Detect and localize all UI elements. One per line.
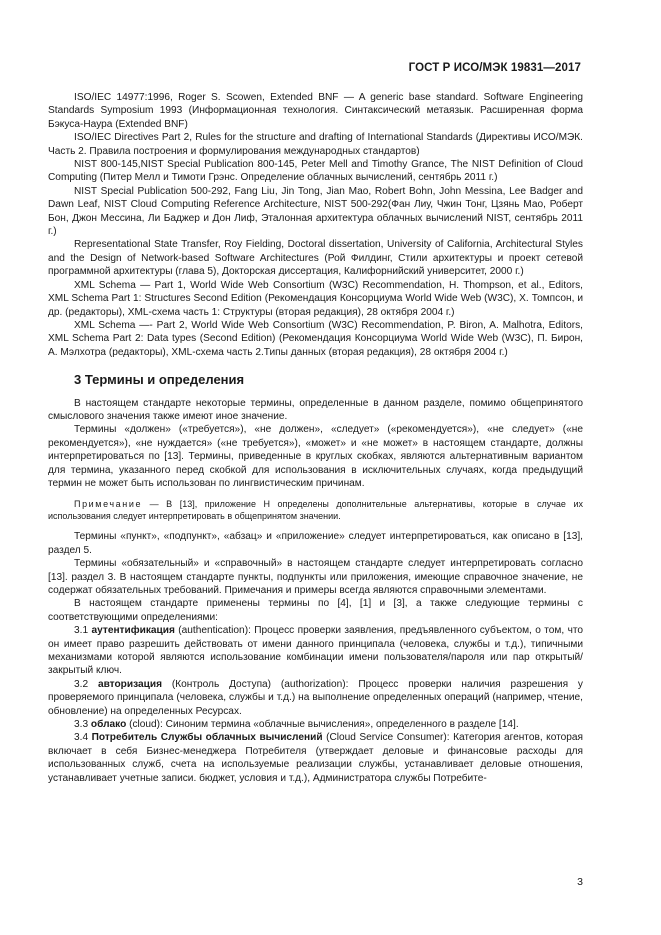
paragraph: В настоящем стандарте применены термины по [4], [1] и [3], а также следующие термины с соответствующими определениями: bbox=[48, 598, 583, 623]
paragraph: Термины «пункт», «подпункт», «абзац» и «приложение» следует интерпретироваться, как описано в [13], раздел 5. bbox=[48, 531, 583, 556]
reference-item: NIST 800-145,NIST Special Publication 800-145, Peter Mell and Timothy Grance, The NIST Definition of Cloud Computing (Питер Мелл и Тимоти Грэнс. Определение облачных вычислений, сентябрь 2011 г.) bbox=[48, 159, 583, 184]
term-text: (Контроль Доступа) (authorization): Процесс проверки наличия разрешения у проверяемого принципала (человека, службы и т.д.) на выполнение определенных операций (например, чтение, обновление) на определенных Ресурсах. bbox=[48, 678, 583, 717]
term-number: 3.1 bbox=[74, 625, 92, 637]
section-heading: 3 Термины и определения bbox=[74, 372, 245, 388]
term-text: (Cloud Service Consumer): Категория агентов, которая включает в себя Бизнес-менеджера Потребителя (утверждает деловые и финансовые расходы для использованных служб, счета на используемые реализации службы, устанавливает деловые отношения, устанавливает учетные записи. бюджет, условия и т.д.), Администратора службы Потребите- bbox=[48, 732, 584, 784]
paragraph: Термины «обязательный» и «справочный» в настоящем стандарте следует интерпретировать согласно [13]. раздел 3. В настоящем стандарте пункты, подпункты или приложения, имеющие справочное значение, не содержат обязательных требований. Примечания и примеры всегда являются справочными элементами. bbox=[48, 558, 583, 596]
reference-item: XML Schema —- Part 2, World Wide Web Consortium (W3C) Recommendation, P. Biron, A. Malhotra, Editors, XML Schema Part 2: Data types (Second Edition) (Рекомендация Консорциума World Wide Web (W3C), П. Бирон, А. Мэлхотра (редакторы), XML-схема часть 2.Типы данных (вторая редакция), 28 октября 2004 г.) bbox=[48, 319, 583, 358]
note-label: Примечание bbox=[74, 499, 143, 510]
reference-item: Representational State Transfer, Roy Fielding, Doctoral dissertation, University of California, Architectural Styles and the Design of Network-based Software Architectures (Рой Филдинг, Стили архитектуры и проект сетевой программной архитектуры (глава 5), Докторская диссертация, Калифорнийский университет, 2000 г.) bbox=[48, 239, 583, 278]
term-definition bbox=[48, 718, 583, 731]
term-text: (authentication): Процесс проверки заявления, предъявленного субъектом, о том, что он имеет право разрешить действовать от имени данного принципала (человека, службы и т.д.), типичными механизмами которой являются использование комбинации имени пользователя/пароля или пар открытый/закрытый ключ. bbox=[48, 625, 583, 677]
term-name: авторизация bbox=[97, 678, 162, 690]
reference-item: ISO/IEC Directives Part 2, Rules for the structure and drafting of International Standards (Директивы ИСО/МЭК. Часть 2. Правила построения и формулирования международных стандартов) bbox=[48, 132, 583, 157]
paragraph: Термины «должен» («требуется»), «не должен», «следует» («рекомендуется»), «не следует» («не рекомендуется»), «не нуждается» («не требуется»), «может» и «не может» в настоящем стандарте, должны интерпретироваться по [13]. Термины, приведенные в круглых скобках, являются альтернативным вариантом для термина, указанного перед скобкой для использования в исключительных случаях, когда предыдущий термин не может быть использован по лингвистическим причинам. bbox=[48, 424, 583, 489]
reference-item: XML Schema — Part 1, World Wide Web Consortium (W3C) Recommendation, H. Thompson, et al., Editors, XML Schema Part 1: Structures Second Edition (Рекомендация Консорциума World Wide Web (W3C), X. Томпсон, и др. (редакторы), XML-схема часть 1: Структуры (вторая редакция), 28 октября 2004 г.) bbox=[48, 279, 583, 318]
reference-item: NIST Special Publication 500-292, Fang Liu, Jin Tong, Jian Mao, Robert Bohn, John Messina, Lee Badger and Dawn Leaf, NIST Cloud Computing Reference Architecture, NIST 500-292(Фан Лиу, Чжин Тонг, Цзянь Мао, Роберт Бон, Джон Мессина, Ли Баджер и Дон Лиф, Эталонная архитектура облачных вычислений NIST, сентябрь 2011 г.) bbox=[48, 185, 583, 238]
reference-item: ISO/IEC 14977:1996, Roger S. Scowen, Extended BNF — A generic base standard. Software Engineering Standards Symposium 1993 (Информационная технология. Синтаксический метаязык. Расширенная форма Бэкуса-Наура (Extended BNF) bbox=[48, 92, 583, 130]
term-text: (cloud): Синоним термина «облачные вычисления», определенного в разделе [14]. bbox=[126, 719, 519, 731]
term-number: 3.4 bbox=[74, 732, 92, 744]
term-name: аутентификация bbox=[91, 625, 175, 637]
page-body bbox=[48, 91, 583, 785]
note bbox=[48, 498, 583, 522]
note-text: — В [13], приложение Н определены дополнительные альтернативы, которые в случае их использования следует интерпретировать в общепринятом значении. bbox=[48, 499, 583, 522]
term-definition bbox=[48, 624, 583, 678]
term-name: Потребитель Службы облачных вычислений bbox=[91, 732, 323, 744]
document-header: ГОСТ Р ИСО/МЭК 19831—2017 bbox=[408, 62, 581, 74]
paragraph: В настоящем стандарте некоторые термины, определенные в данном разделе, помимо общепринятого смыслового значения также имеют иное значение. bbox=[48, 397, 583, 422]
term-definition bbox=[48, 731, 583, 785]
term-name: облако bbox=[90, 719, 127, 731]
page-number: 3 bbox=[577, 876, 583, 888]
term-number: 3.3 bbox=[74, 719, 91, 731]
term-number: 3.2 bbox=[74, 678, 98, 690]
term-definition bbox=[48, 678, 583, 718]
